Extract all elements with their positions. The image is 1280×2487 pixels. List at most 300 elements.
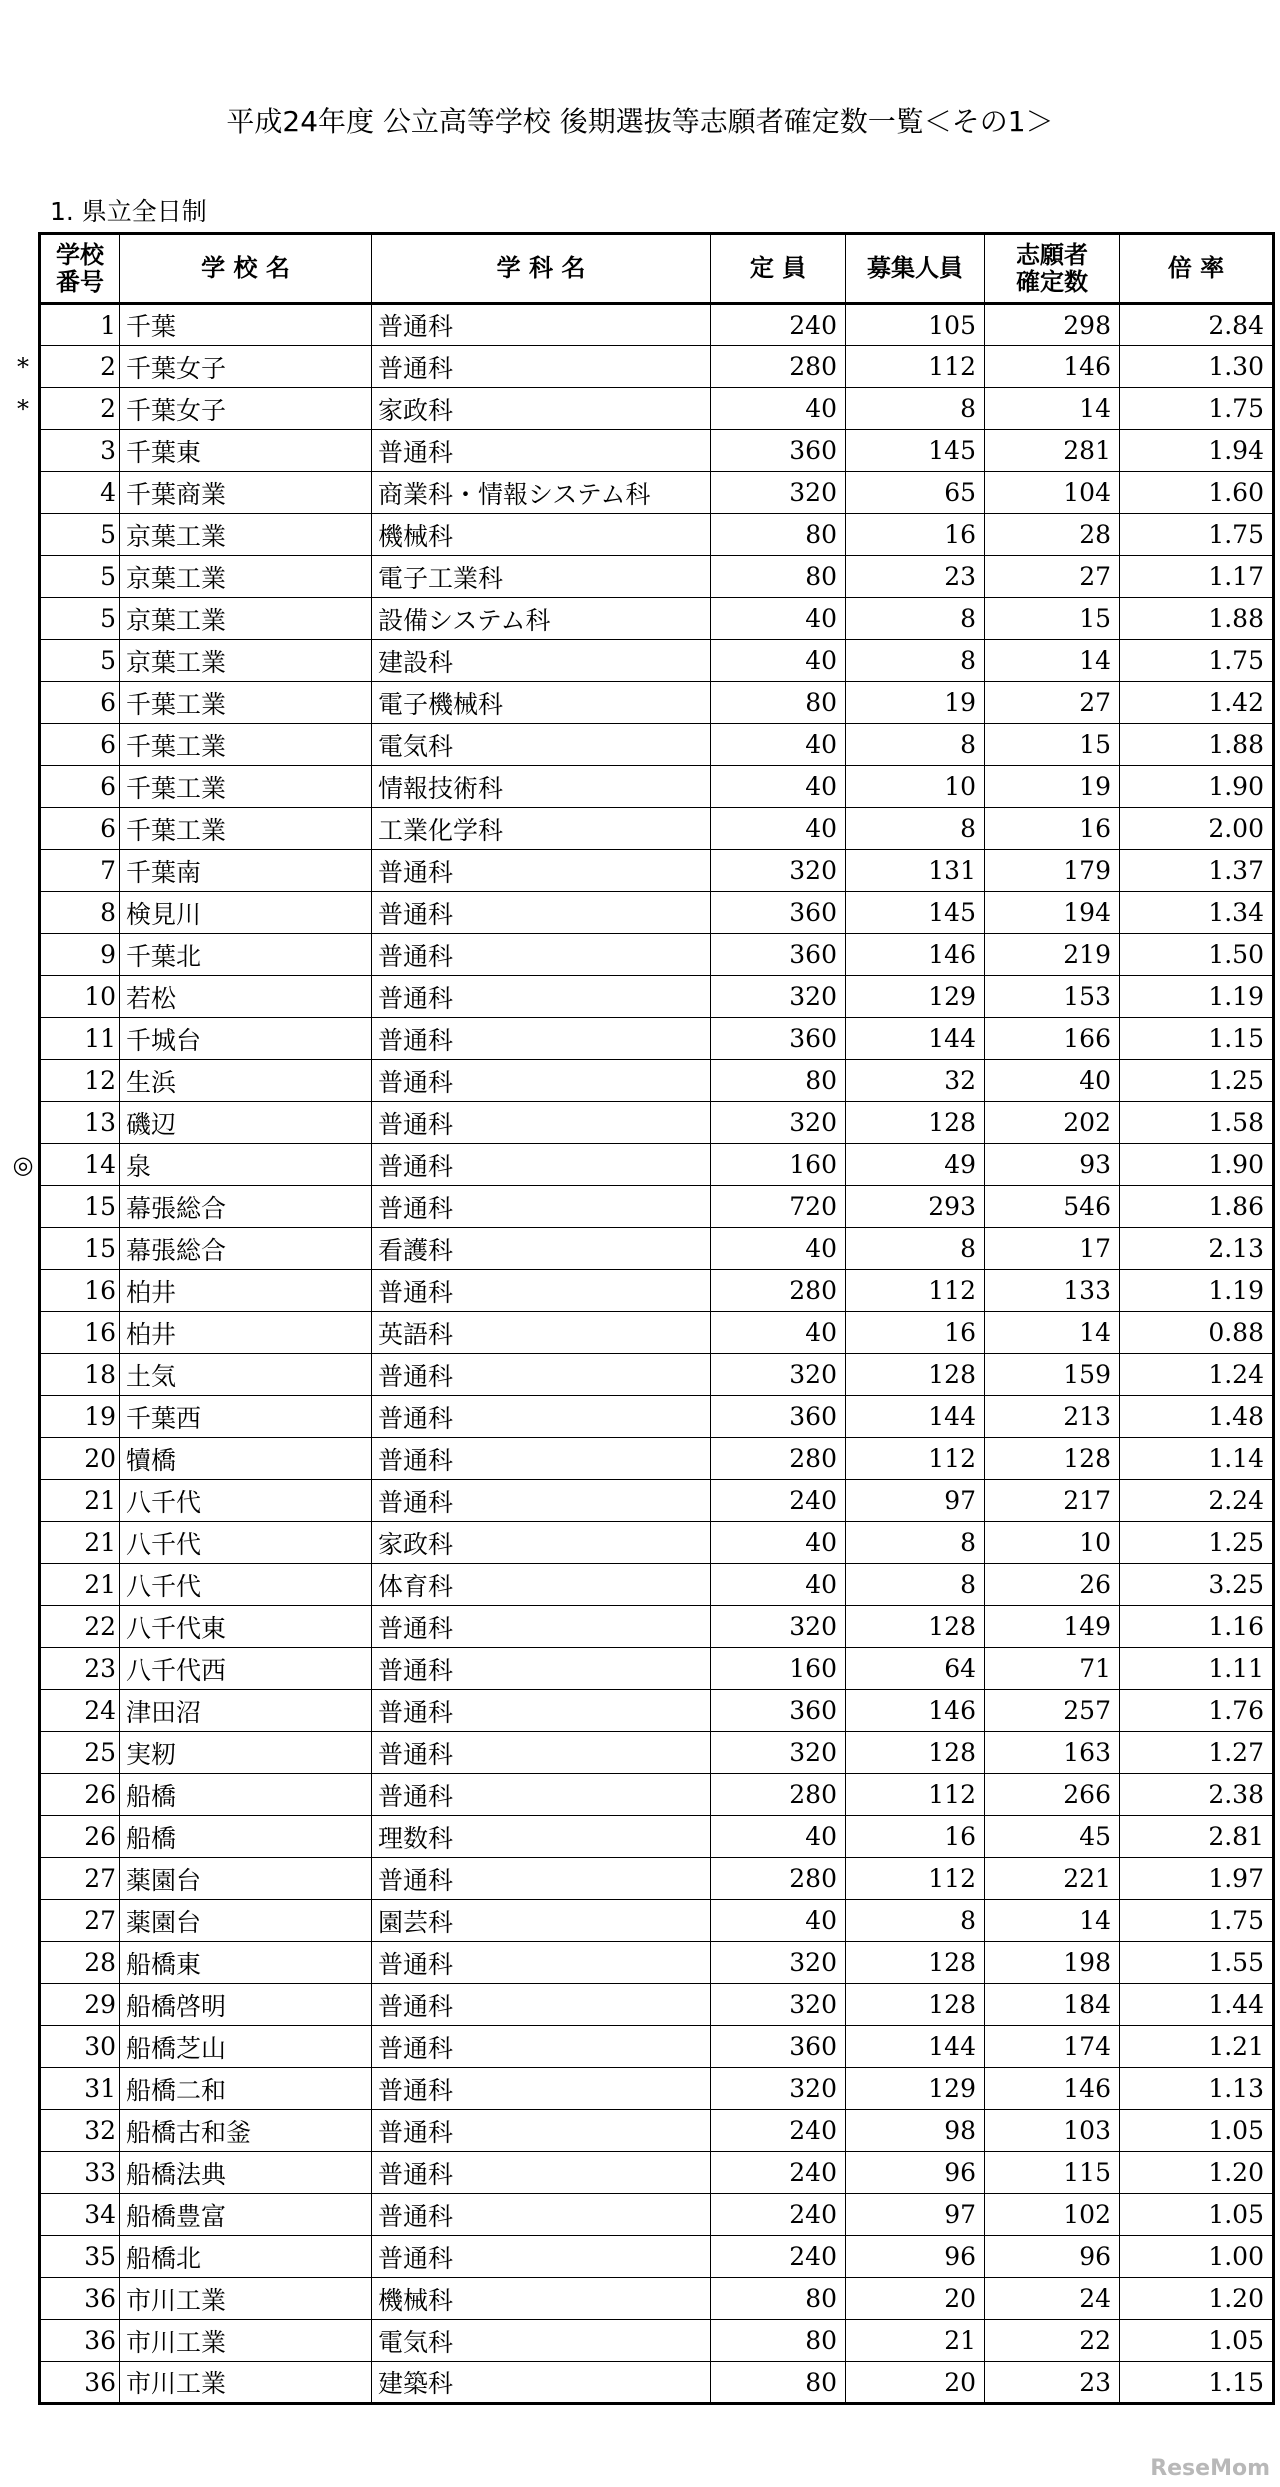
school-no-cell: 11: [40, 1018, 120, 1060]
applicants-cell: 219: [985, 934, 1120, 976]
ratio-cell: 1.05: [1120, 2320, 1274, 2362]
ratio-cell: 2.00: [1120, 808, 1274, 850]
recruit-cell: 10: [846, 766, 985, 808]
school-no-cell: 16: [40, 1270, 120, 1312]
table-row: [40, 976, 1274, 1018]
capacity-cell: 240: [711, 2110, 846, 2152]
school-name-cell: 薬園台: [120, 1858, 372, 1900]
school-no-cell: 6: [40, 682, 120, 724]
ratio-cell: 1.90: [1120, 1144, 1274, 1186]
recruit-cell: 112: [846, 1438, 985, 1480]
school-no-cell: 36: [40, 2362, 120, 2404]
table-row: [40, 850, 1274, 892]
applicants-cell: 146: [985, 2068, 1120, 2110]
table-row: [40, 892, 1274, 934]
recruit-cell: 16: [846, 1312, 985, 1354]
ratio-cell: 1.20: [1120, 2278, 1274, 2320]
department-cell: 普通科: [372, 892, 711, 934]
ratio-cell: 1.30: [1120, 346, 1274, 388]
recruit-cell: 8: [846, 598, 985, 640]
table-row: [40, 1522, 1274, 1564]
applicants-cell: 14: [985, 640, 1120, 682]
ratio-cell: 1.42: [1120, 682, 1274, 724]
department-cell: 普通科: [372, 1186, 711, 1228]
capacity-cell: 160: [711, 1144, 846, 1186]
ratio-cell: 1.75: [1120, 388, 1274, 430]
school-name-cell: 京葉工業: [120, 640, 372, 682]
table-row: [40, 1690, 1274, 1732]
capacity-cell: 40: [711, 388, 846, 430]
recruit-cell: 97: [846, 2194, 985, 2236]
recruit-cell: 16: [846, 1816, 985, 1858]
school-no-cell: 26: [40, 1774, 120, 1816]
ratio-cell: 1.00: [1120, 2236, 1274, 2278]
school-name-cell: 柏井: [120, 1312, 372, 1354]
recruit-cell: 112: [846, 1270, 985, 1312]
applicants-cell: 184: [985, 1984, 1120, 2026]
applicants-cell: 217: [985, 1480, 1120, 1522]
table-row: [40, 2026, 1274, 2068]
school-name-cell: 船橋北: [120, 2236, 372, 2278]
table-row: [40, 1942, 1274, 1984]
capacity-cell: 240: [711, 2152, 846, 2194]
department-cell: 普通科: [372, 2236, 711, 2278]
school-no-cell: 34: [40, 2194, 120, 2236]
department-cell: 理数科: [372, 1816, 711, 1858]
ratio-cell: 2.81: [1120, 1816, 1274, 1858]
ratio-cell: 2.84: [1120, 304, 1274, 346]
department-cell: 普通科: [372, 1648, 711, 1690]
department-cell: 電気科: [372, 724, 711, 766]
school-no-cell: 29: [40, 1984, 120, 2026]
school-name-cell: 八千代西: [120, 1648, 372, 1690]
recruit-cell: 96: [846, 2152, 985, 2194]
ratio-cell: 1.37: [1120, 850, 1274, 892]
col-header-department: 学 科 名: [372, 234, 711, 304]
ratio-cell: 1.34: [1120, 892, 1274, 934]
department-cell: 普通科: [372, 2026, 711, 2068]
school-no-cell: 36: [40, 2278, 120, 2320]
school-name-cell: 船橋二和: [120, 2068, 372, 2110]
ratio-cell: 1.11: [1120, 1648, 1274, 1690]
table-row: [40, 1438, 1274, 1480]
department-cell: 情報技術科: [372, 766, 711, 808]
school-no-cell: 21: [40, 1564, 120, 1606]
applicants-cell: 298: [985, 304, 1120, 346]
ratio-cell: 1.13: [1120, 2068, 1274, 2110]
department-cell: 普通科: [372, 2194, 711, 2236]
applicants-cell: 19: [985, 766, 1120, 808]
applicants-cell: 24: [985, 2278, 1120, 2320]
applicants-cell: 14: [985, 1312, 1120, 1354]
table-row: [40, 934, 1274, 976]
table-row: [40, 724, 1274, 766]
recruit-cell: 128: [846, 1354, 985, 1396]
table-row: [40, 2236, 1274, 2278]
capacity-cell: 80: [711, 1060, 846, 1102]
applicants-cell: 221: [985, 1858, 1120, 1900]
school-name-cell: 八千代: [120, 1480, 372, 1522]
department-cell: 普通科: [372, 1732, 711, 1774]
capacity-cell: 40: [711, 640, 846, 682]
school-no-cell: 8: [40, 892, 120, 934]
school-name-cell: 泉: [120, 1144, 372, 1186]
school-name-cell: 犢橋: [120, 1438, 372, 1480]
ratio-cell: 1.48: [1120, 1396, 1274, 1438]
capacity-cell: 40: [711, 766, 846, 808]
recruit-cell: 21: [846, 2320, 985, 2362]
department-cell: 家政科: [372, 388, 711, 430]
department-cell: 普通科: [372, 934, 711, 976]
recruit-cell: 49: [846, 1144, 985, 1186]
applicants-cell: 26: [985, 1564, 1120, 1606]
applicants-cell: 16: [985, 808, 1120, 850]
table-row: [40, 2110, 1274, 2152]
school-no-cell: 14: [40, 1144, 120, 1186]
school-name-cell: 船橋: [120, 1816, 372, 1858]
capacity-cell: 80: [711, 514, 846, 556]
applicants-cell: 166: [985, 1018, 1120, 1060]
department-cell: 家政科: [372, 1522, 711, 1564]
department-cell: 普通科: [372, 1690, 711, 1732]
table-row: [40, 2194, 1274, 2236]
school-no-cell: 27: [40, 1858, 120, 1900]
school-name-cell: 若松: [120, 976, 372, 1018]
col-header-applicants: 志願者 確定数: [985, 234, 1120, 304]
department-cell: 普通科: [372, 1480, 711, 1522]
applicants-cell: 179: [985, 850, 1120, 892]
school-no-cell: 6: [40, 766, 120, 808]
recruit-cell: 131: [846, 850, 985, 892]
applicants-cell: 146: [985, 346, 1120, 388]
applicants-cell: 115: [985, 2152, 1120, 2194]
capacity-cell: 280: [711, 346, 846, 388]
applicants-cell: 45: [985, 1816, 1120, 1858]
department-cell: 普通科: [372, 1858, 711, 1900]
applicants-cell: 198: [985, 1942, 1120, 1984]
school-no-cell: 7: [40, 850, 120, 892]
applicants-cell: 14: [985, 1900, 1120, 1942]
school-name-cell: 千葉商業: [120, 472, 372, 514]
recruit-cell: 128: [846, 1732, 985, 1774]
page-title: 平成24年度 公立高等学校 後期選抜等志願者確定数一覧＜その1＞: [226, 105, 1054, 138]
department-cell: 普通科: [372, 2152, 711, 2194]
department-cell: 普通科: [372, 1102, 711, 1144]
department-cell: 普通科: [372, 1438, 711, 1480]
recruit-cell: 16: [846, 514, 985, 556]
school-name-cell: 船橋古和釜: [120, 2110, 372, 2152]
table-header-row: [40, 234, 1274, 304]
table-row: [40, 2152, 1274, 2194]
applicants-cell: 257: [985, 1690, 1120, 1732]
capacity-cell: 280: [711, 1858, 846, 1900]
ratio-cell: 1.44: [1120, 1984, 1274, 2026]
capacity-cell: 40: [711, 724, 846, 766]
ratio-cell: 1.60: [1120, 472, 1274, 514]
applicants-cell: 103: [985, 2110, 1120, 2152]
capacity-cell: 40: [711, 1564, 846, 1606]
capacity-cell: 320: [711, 1942, 846, 1984]
table-row: [40, 1900, 1274, 1942]
ratio-cell: 1.86: [1120, 1186, 1274, 1228]
department-cell: 普通科: [372, 346, 711, 388]
applicants-cell: 27: [985, 556, 1120, 598]
school-no-cell: 5: [40, 556, 120, 598]
recruit-cell: 145: [846, 430, 985, 472]
capacity-cell: 320: [711, 1102, 846, 1144]
ratio-cell: 1.20: [1120, 2152, 1274, 2194]
col-header-school-name: 学 校 名: [120, 234, 372, 304]
applicants-cell: 10: [985, 1522, 1120, 1564]
table-row: [40, 1648, 1274, 1690]
department-cell: 普通科: [372, 1606, 711, 1648]
school-name-cell: 船橋芝山: [120, 2026, 372, 2068]
school-no-cell: 6: [40, 724, 120, 766]
ratio-cell: 2.13: [1120, 1228, 1274, 1270]
school-no-cell: 19: [40, 1396, 120, 1438]
table-row: [40, 430, 1274, 472]
department-cell: 工業化学科: [372, 808, 711, 850]
capacity-cell: 80: [711, 2320, 846, 2362]
ratio-cell: 1.75: [1120, 640, 1274, 682]
school-no-cell: 32: [40, 2110, 120, 2152]
school-name-cell: 磯辺: [120, 1102, 372, 1144]
school-no-cell: 18: [40, 1354, 120, 1396]
table-row: [40, 2278, 1274, 2320]
ratio-cell: 0.88: [1120, 1312, 1274, 1354]
recruit-cell: 8: [846, 1228, 985, 1270]
capacity-cell: 240: [711, 2194, 846, 2236]
school-name-cell: 船橋東: [120, 1942, 372, 1984]
ratio-cell: 1.05: [1120, 2194, 1274, 2236]
capacity-cell: 320: [711, 850, 846, 892]
applicants-cell: 40: [985, 1060, 1120, 1102]
capacity-cell: 360: [711, 2026, 846, 2068]
table-body: [40, 304, 1274, 2404]
recruit-cell: 8: [846, 724, 985, 766]
table-row: [40, 598, 1274, 640]
table-row: [40, 640, 1274, 682]
school-name-cell: 千葉: [120, 304, 372, 346]
table-row: [40, 1186, 1274, 1228]
department-cell: 普通科: [372, 1984, 711, 2026]
recruit-cell: 23: [846, 556, 985, 598]
ratio-cell: 1.50: [1120, 934, 1274, 976]
school-name-cell: 千葉工業: [120, 724, 372, 766]
recruit-cell: 8: [846, 1522, 985, 1564]
capacity-cell: 280: [711, 1774, 846, 1816]
applicants-cell: 15: [985, 598, 1120, 640]
school-no-cell: 21: [40, 1480, 120, 1522]
table-row: [40, 556, 1274, 598]
capacity-cell: 360: [711, 1690, 846, 1732]
department-cell: 普通科: [372, 2110, 711, 2152]
ratio-cell: 1.88: [1120, 724, 1274, 766]
department-cell: 商業科・情報システム科: [372, 472, 711, 514]
school-name-cell: 千葉女子: [120, 346, 372, 388]
department-cell: 英語科: [372, 1312, 711, 1354]
department-cell: 普通科: [372, 430, 711, 472]
ratio-cell: 2.38: [1120, 1774, 1274, 1816]
row-marker: *: [17, 395, 29, 423]
capacity-cell: 280: [711, 1438, 846, 1480]
department-cell: 普通科: [372, 1144, 711, 1186]
applicants-cell: 104: [985, 472, 1120, 514]
recruit-cell: 112: [846, 1858, 985, 1900]
ratio-cell: 1.25: [1120, 1522, 1274, 1564]
ratio-cell: 1.55: [1120, 1942, 1274, 1984]
capacity-cell: 720: [711, 1186, 846, 1228]
capacity-cell: 360: [711, 892, 846, 934]
department-cell: 体育科: [372, 1564, 711, 1606]
school-no-cell: 12: [40, 1060, 120, 1102]
department-cell: 普通科: [372, 1942, 711, 1984]
recruit-cell: 65: [846, 472, 985, 514]
school-no-cell: 2: [40, 388, 120, 430]
applicants-cell: 93: [985, 1144, 1120, 1186]
applicants-cell: 96: [985, 2236, 1120, 2278]
school-no-cell: 36: [40, 2320, 120, 2362]
school-name-cell: 千葉女子: [120, 388, 372, 430]
school-name-cell: 八千代: [120, 1522, 372, 1564]
capacity-cell: 80: [711, 2362, 846, 2404]
ratio-cell: 1.25: [1120, 1060, 1274, 1102]
ratio-cell: 1.21: [1120, 2026, 1274, 2068]
col-header-school-no: 学校 番号: [40, 234, 120, 304]
table-row: [40, 1480, 1274, 1522]
capacity-cell: 40: [711, 808, 846, 850]
table-row: [40, 1312, 1274, 1354]
col-header-ratio: 倍 率: [1120, 234, 1274, 304]
row-marker: *: [17, 353, 29, 381]
ratio-cell: 1.17: [1120, 556, 1274, 598]
applicants-cell: 71: [985, 1648, 1120, 1690]
capacity-cell: 320: [711, 1732, 846, 1774]
table-row: [40, 1060, 1274, 1102]
department-cell: 普通科: [372, 1270, 711, 1312]
department-cell: 普通科: [372, 2068, 711, 2110]
recruit-cell: 105: [846, 304, 985, 346]
applicants-cell: 102: [985, 2194, 1120, 2236]
table-row: [40, 2362, 1274, 2404]
table-row: [40, 304, 1274, 346]
department-cell: 機械科: [372, 2278, 711, 2320]
recruit-cell: 112: [846, 1774, 985, 1816]
recruit-cell: 129: [846, 2068, 985, 2110]
capacity-cell: 40: [711, 598, 846, 640]
capacity-cell: 40: [711, 1522, 846, 1564]
recruit-cell: 8: [846, 388, 985, 430]
capacity-cell: 40: [711, 1816, 846, 1858]
section-heading: 1. 県立全日制: [50, 197, 207, 226]
department-cell: 普通科: [372, 1396, 711, 1438]
capacity-cell: 80: [711, 682, 846, 724]
ratio-cell: 1.58: [1120, 1102, 1274, 1144]
capacity-cell: 320: [711, 472, 846, 514]
col-header-recruit: 募集人員: [846, 234, 985, 304]
recruit-cell: 8: [846, 1900, 985, 1942]
school-name-cell: 柏井: [120, 1270, 372, 1312]
ratio-cell: 1.97: [1120, 1858, 1274, 1900]
applicants-cell: 27: [985, 682, 1120, 724]
recruit-cell: 64: [846, 1648, 985, 1690]
applicants-cell: 22: [985, 2320, 1120, 2362]
school-name-cell: 土気: [120, 1354, 372, 1396]
applicants-cell: 174: [985, 2026, 1120, 2068]
school-no-cell: 5: [40, 514, 120, 556]
recruit-cell: 128: [846, 1102, 985, 1144]
school-no-cell: 31: [40, 2068, 120, 2110]
applicants-cell: 153: [985, 976, 1120, 1018]
applicants-cell: 194: [985, 892, 1120, 934]
row-marker: ◎: [12, 1151, 34, 1179]
department-cell: 電子機械科: [372, 682, 711, 724]
department-cell: 普通科: [372, 1018, 711, 1060]
school-name-cell: 市川工業: [120, 2278, 372, 2320]
school-no-cell: 15: [40, 1186, 120, 1228]
recruit-cell: 146: [846, 1690, 985, 1732]
school-no-cell: 26: [40, 1816, 120, 1858]
recruit-cell: 144: [846, 1018, 985, 1060]
capacity-cell: 320: [711, 1354, 846, 1396]
school-name-cell: 八千代東: [120, 1606, 372, 1648]
applicants-cell: 14: [985, 388, 1120, 430]
recruit-cell: 145: [846, 892, 985, 934]
recruit-cell: 8: [846, 640, 985, 682]
school-name-cell: 幕張総合: [120, 1228, 372, 1270]
school-name-cell: 千葉工業: [120, 808, 372, 850]
capacity-cell: 160: [711, 1648, 846, 1690]
recruit-cell: 129: [846, 976, 985, 1018]
school-no-cell: 25: [40, 1732, 120, 1774]
table-row: [40, 1774, 1274, 1816]
school-name-cell: 千葉西: [120, 1396, 372, 1438]
applicants-cell: 281: [985, 430, 1120, 472]
school-no-cell: 3: [40, 430, 120, 472]
capacity-cell: 320: [711, 2068, 846, 2110]
school-name-cell: 船橋豊富: [120, 2194, 372, 2236]
recruit-cell: 19: [846, 682, 985, 724]
table-row: [40, 472, 1274, 514]
table-row: [40, 682, 1274, 724]
school-no-cell: 6: [40, 808, 120, 850]
school-no-cell: 5: [40, 640, 120, 682]
school-no-cell: 5: [40, 598, 120, 640]
school-no-cell: 28: [40, 1942, 120, 1984]
school-no-cell: 2: [40, 346, 120, 388]
school-no-cell: 1: [40, 304, 120, 346]
table-row: [40, 1102, 1274, 1144]
school-no-cell: 33: [40, 2152, 120, 2194]
applicants-cell: 133: [985, 1270, 1120, 1312]
table-row: [40, 514, 1274, 556]
school-no-cell: 35: [40, 2236, 120, 2278]
department-cell: 建設科: [372, 640, 711, 682]
school-no-cell: 13: [40, 1102, 120, 1144]
capacity-cell: 360: [711, 430, 846, 472]
capacity-cell: 280: [711, 1270, 846, 1312]
department-cell: 普通科: [372, 304, 711, 346]
ratio-cell: 1.76: [1120, 1690, 1274, 1732]
recruit-cell: 20: [846, 2362, 985, 2404]
table-row: [40, 808, 1274, 850]
table-row: [40, 1354, 1274, 1396]
table-row: [40, 1396, 1274, 1438]
capacity-cell: 360: [711, 1396, 846, 1438]
school-name-cell: 実籾: [120, 1732, 372, 1774]
applicants-cell: 266: [985, 1774, 1120, 1816]
capacity-cell: 240: [711, 2236, 846, 2278]
